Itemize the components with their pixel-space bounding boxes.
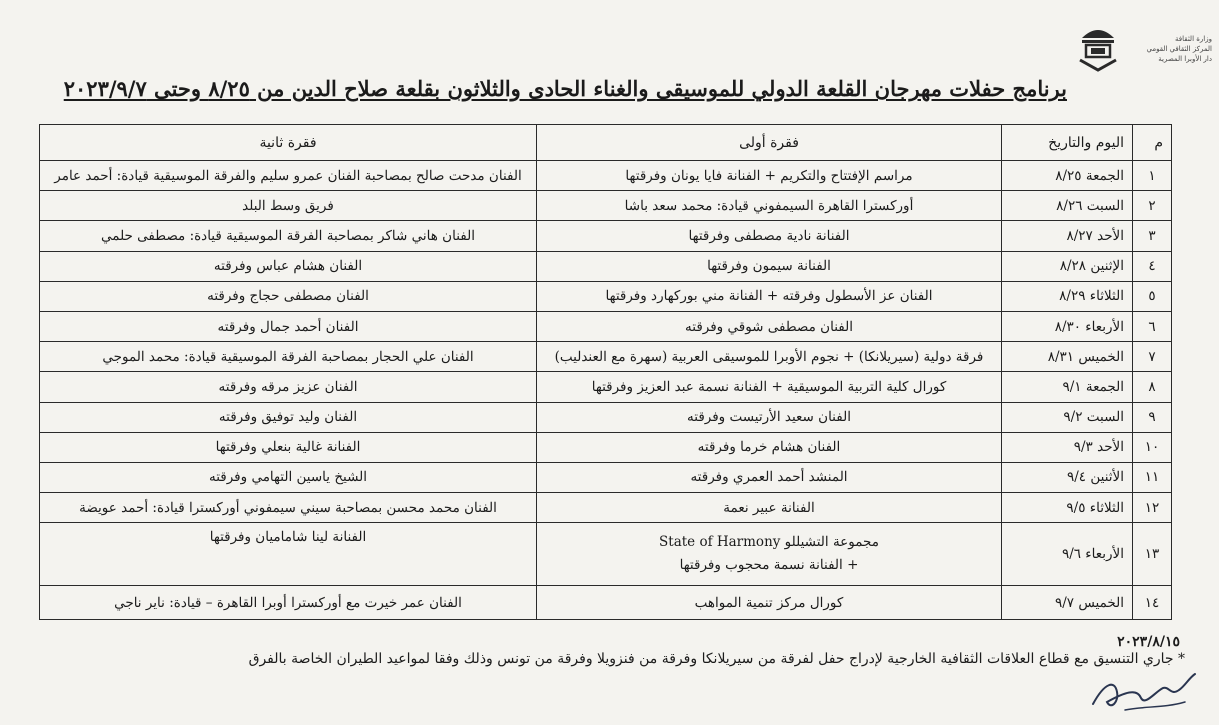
row-day: الجمعة ٩/١ xyxy=(1002,372,1133,402)
page-title: برنامج حفلات مهرجان القلعة الدولي للموسيقى والغناء الحادى والثلاثون بقلعة صلاح الدين من ٨/٢٥ وحتى ٢٠٢٣/٩/٧ xyxy=(63,76,1067,101)
table-row xyxy=(40,281,1172,311)
row-part2: الفنان مصطفى حجاج وفرقته xyxy=(40,281,537,311)
row-part1-line: مجموعة التشيللو State of Harmony xyxy=(659,534,879,551)
table-row xyxy=(40,161,1172,191)
logo-text xyxy=(1116,34,1212,64)
header-part1: فقرة أولى xyxy=(537,125,1002,161)
row-part2: الفنان محمد محسن بمصاحبة سيني سيمفوني أوركسترا قيادة: أحمد عويضة xyxy=(40,493,537,523)
row-part2: الفنان عزيز مرقه وفرقته xyxy=(40,372,537,402)
row-part1: كورال مركز تنمية المواهب xyxy=(537,586,1002,620)
row-part1: الفنان هشام خرما وفرقته xyxy=(537,432,1002,462)
row-part1: كورال كلية التربية الموسيقية + الفنانة نسمة عبد العزيز وفرقتها xyxy=(537,372,1002,402)
issue-date: ٢٠٢٣/٨/١٥ xyxy=(1117,634,1180,650)
table-row xyxy=(40,402,1172,432)
row-day: الخميس ٩/٧ xyxy=(1002,586,1133,620)
header-day: اليوم والتاريخ xyxy=(1002,125,1133,161)
row-part2: فريق وسط البلد xyxy=(40,191,537,221)
row-part2: الفنان هاني شاكر بمصاحبة الفرقة الموسيقية قيادة: مصطفى حلمي xyxy=(40,221,537,251)
table-row xyxy=(40,586,1172,620)
signature-icon xyxy=(1085,662,1205,722)
row-day: الثلاثاء ٨/٢٩ xyxy=(1002,281,1133,311)
row-num: ١٠ xyxy=(1133,432,1172,462)
row-day: الأربعاء ٨/٣٠ xyxy=(1002,311,1133,341)
row-day: الأحد ٨/٢٧ xyxy=(1002,221,1133,251)
row-part1: الفنانة نادية مصطفى وفرقتها xyxy=(537,221,1002,251)
header-num: م xyxy=(1133,125,1172,161)
row-part1: الفنانة عبير نعمة xyxy=(537,493,1002,523)
table-row xyxy=(40,493,1172,523)
logo-line: المركز الثقافي القومي xyxy=(1146,45,1212,53)
row-part2: الشيخ ياسين التهامي وفرقته xyxy=(40,462,537,492)
row-num: ١١ xyxy=(1133,462,1172,492)
row-num: ٩ xyxy=(1133,402,1172,432)
row-num: ٧ xyxy=(1133,342,1172,372)
row-day: الأربعاء ٩/٦ xyxy=(1002,523,1133,586)
row-num: ١٣ xyxy=(1133,523,1172,586)
table-row xyxy=(40,432,1172,462)
row-part2: الفنانة لينا شاماميان وفرقتها xyxy=(40,523,537,586)
row-day: الثلاثاء ٩/٥ xyxy=(1002,493,1133,523)
row-num: ٢ xyxy=(1133,191,1172,221)
table-row xyxy=(40,311,1172,341)
row-part2: الفنان مدحت صالح بمصاحبة الفنان عمرو سليم والفرقة الموسيقية قيادة: أحمد عامر xyxy=(40,161,537,191)
row-part1: أوركسترا القاهرة السيمفوني قيادة: محمد سعد باشا xyxy=(537,191,1002,221)
opera-house-logo-icon xyxy=(1076,20,1120,72)
table-row xyxy=(40,523,1172,586)
ministry-logo xyxy=(1068,14,1213,76)
row-day: السبت ٩/٢ xyxy=(1002,402,1133,432)
row-num: ٦ xyxy=(1133,311,1172,341)
row-num: ١٤ xyxy=(1133,586,1172,620)
row-day: الأثنين ٩/٤ xyxy=(1002,462,1133,492)
row-day: الجمعة ٨/٢٥ xyxy=(1002,161,1133,191)
row-day: الخميس ٨/٣١ xyxy=(1002,342,1133,372)
table-row xyxy=(40,342,1172,372)
row-num: ٤ xyxy=(1133,251,1172,281)
row-part1-line: + الفنانة نسمة محجوب وفرقتها xyxy=(679,557,859,574)
row-num: ٥ xyxy=(1133,281,1172,311)
row-num: ٣ xyxy=(1133,221,1172,251)
row-day: الإثنين ٨/٢٨ xyxy=(1002,251,1133,281)
table-row xyxy=(40,191,1172,221)
row-part1: الفنان عز الأسطول وفرقته + الفنانة مني بوركهارد وفرقتها xyxy=(537,281,1002,311)
table-row xyxy=(40,221,1172,251)
row-part1: الفنان سعيد الأرتيست وفرقته xyxy=(537,402,1002,432)
row-part2: الفنانة غالية بنعلي وفرقتها xyxy=(40,432,537,462)
table-row xyxy=(40,372,1172,402)
row-part1: الفنان مصطفى شوقي وفرقته xyxy=(537,311,1002,341)
row-part2: الفنان أحمد جمال وفرقته xyxy=(40,311,537,341)
row-part2: الفنان وليد توفيق وفرقته xyxy=(40,402,537,432)
row-num: ١ xyxy=(1133,161,1172,191)
header-part2: فقرة ثانية xyxy=(40,125,537,161)
footnote: * جاري التنسيق مع قطاع العلاقات الثقافية الخارجية لإدراج حفل لفرقة من سيريلانكا وفرقة من فنزويلا وفرقة من تونس وذلك وفقا لمواعيد الطيران الخاصة بالفرق xyxy=(248,651,1185,667)
table-row xyxy=(40,462,1172,492)
row-day: السبت ٨/٢٦ xyxy=(1002,191,1133,221)
row-part2: الفنان علي الحجار بمصاحبة الفرقة الموسيقية قيادة: محمد الموجي xyxy=(40,342,537,372)
row-part1: المنشد أحمد العمري وفرقته xyxy=(537,462,1002,492)
program-table xyxy=(39,124,1172,620)
row-num: ١٢ xyxy=(1133,493,1172,523)
logo-line: وزارة الثقافة xyxy=(1175,35,1212,43)
row-part1: الفنانة سيمون وفرقتها xyxy=(537,251,1002,281)
table-row xyxy=(40,251,1172,281)
row-part1: مراسم الإفتتاح والتكريم + الفنانة فايا يونان وفرقتها xyxy=(537,161,1002,191)
row-part2: الفنان هشام عباس وفرقته xyxy=(40,251,537,281)
logo-line: دار الأوبرا المصرية xyxy=(1158,55,1212,63)
row-part1 xyxy=(537,523,1002,586)
row-num: ٨ xyxy=(1133,372,1172,402)
row-day: الأحد ٩/٣ xyxy=(1002,432,1133,462)
row-part1: فرقة دولية (سيريلانكا) + نجوم الأوبرا للموسيقى العربية (سهرة مع العندليب) xyxy=(537,342,1002,372)
table-header-row xyxy=(40,125,1172,161)
row-part2: الفنان عمر خيرت مع أوركسترا أوبرا القاهرة – قيادة: ناير ناجي xyxy=(40,586,537,620)
